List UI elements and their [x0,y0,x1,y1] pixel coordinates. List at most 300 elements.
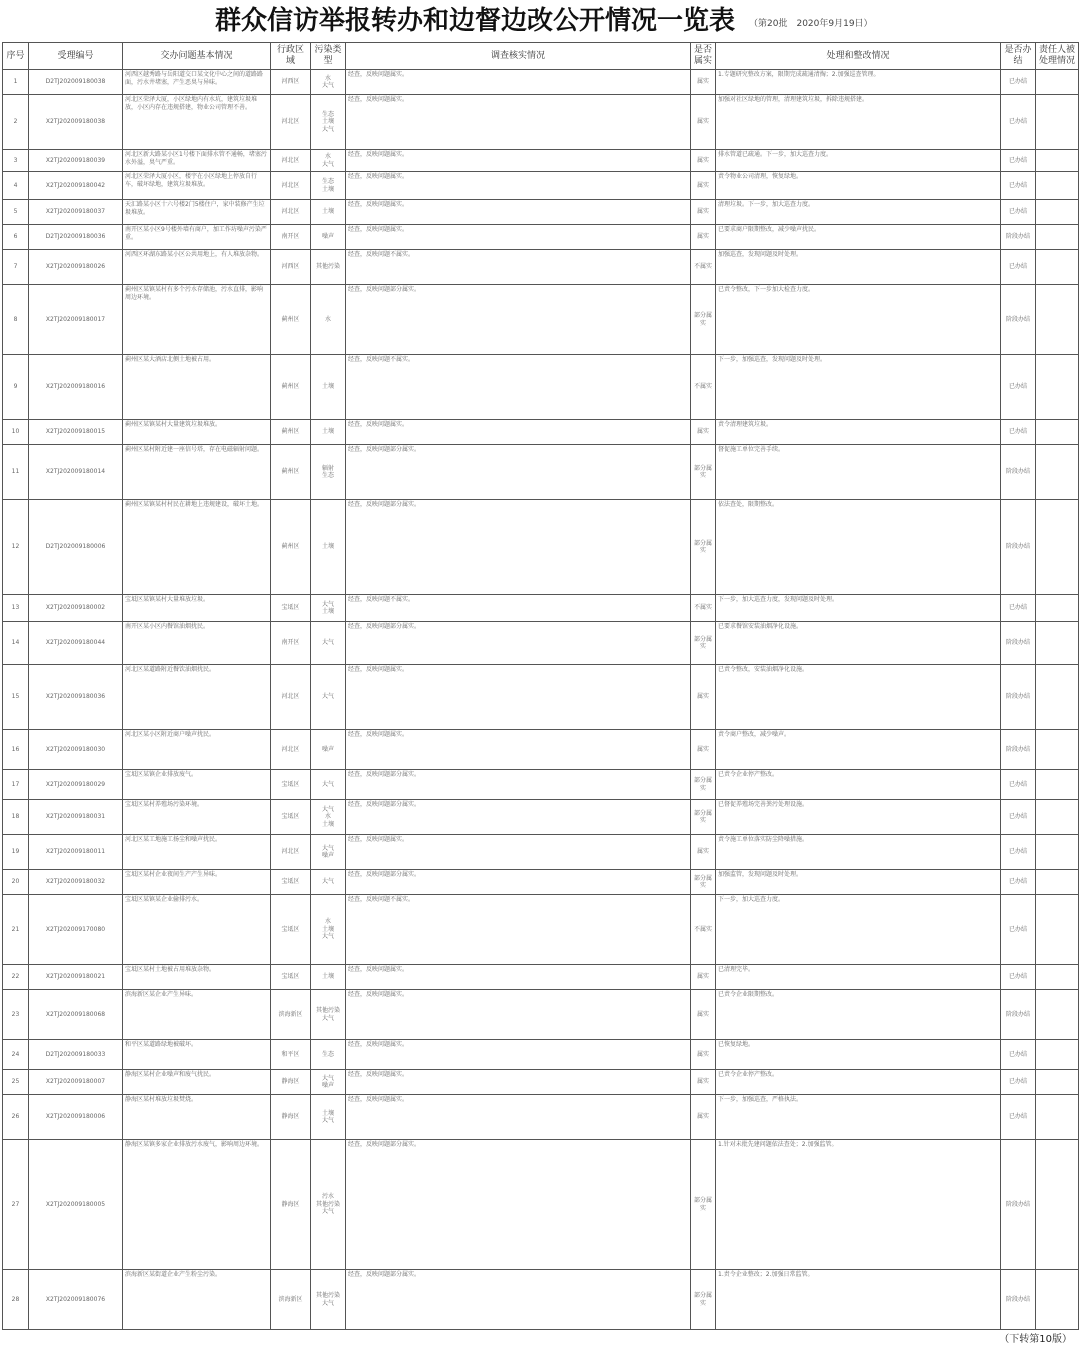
issue-description: 滨海新区某企业产生异味。 [123,990,271,1040]
row-number: 16 [3,730,29,770]
handling-measures: 已清理完毕。 [716,965,1001,990]
pollution-type: 土壤 [311,355,346,420]
district: 南开区 [271,622,311,665]
issue-description: 静海区某镇多家企业排放污水废气，影响周边环境。 [123,1140,271,1270]
investigation-result: 经查，反映问题部分属实。 [346,500,691,595]
completion-status: 已办结 [1001,1070,1036,1095]
district: 静海区 [271,1070,311,1095]
column-header: 是否属实 [691,43,716,70]
petition-table [2,42,1079,1330]
pollution-type: 大气 水 土壤 [311,800,346,835]
accountability [1036,500,1079,595]
handling-measures: 已要求餐馆安装油烟净化设施。 [716,622,1001,665]
verified-status: 属实 [691,965,716,990]
verified-status: 部分属实 [691,770,716,800]
issue-description: 河西区环湖东路某小区公共用地上，有人堆放杂物。 [123,250,271,285]
investigation-result: 经查，反映问题不属实。 [346,355,691,420]
row-number: 2 [3,95,29,150]
receipt-code: X2TJ202009180026 [29,250,123,285]
verified-status: 属实 [691,150,716,172]
issue-description: 和平区某道路绿地被破坏。 [123,1040,271,1070]
issue-description: 宝坻区某镇企业排放废气。 [123,770,271,800]
issue-description: 滨海新区某街道企业产生粉尘污染。 [123,1270,271,1330]
handling-measures: 已恢复绿地。 [716,1040,1001,1070]
pollution-type: 噪声 [311,730,346,770]
investigation-result: 经查，反映问题属实。 [346,95,691,150]
issue-description: 宝坻区某镇某村大量堆放垃圾。 [123,595,271,622]
column-header: 调查核实情况 [346,43,691,70]
receipt-code: X2TJ202009180068 [29,990,123,1040]
column-header: 是否办结 [1001,43,1036,70]
receipt-code: X2TJ202009180044 [29,622,123,665]
completion-status: 已办结 [1001,355,1036,420]
completion-status: 已办结 [1001,420,1036,445]
issue-description: 宝坻区某村土地被占用堆放杂物。 [123,965,271,990]
table-row [3,730,1079,770]
table-row [3,1270,1079,1330]
accountability [1036,770,1079,800]
verified-status: 不属实 [691,355,716,420]
receipt-code: X2TJ202009180017 [29,285,123,355]
issue-description: 南开区某小区9号楼外墙有商户，加工作坊噪声污染严重。 [123,225,271,250]
district: 河北区 [271,172,311,200]
district: 河北区 [271,835,311,870]
completion-status: 已办结 [1001,150,1036,172]
column-header: 受理编号 [29,43,123,70]
receipt-code: X2TJ202009180005 [29,1140,123,1270]
accountability [1036,870,1079,895]
pollution-type: 大气 噪声 [311,1070,346,1095]
accountability [1036,1270,1079,1330]
investigation-result: 经查，反映问题属实。 [346,1095,691,1140]
accountability [1036,895,1079,965]
issue-description: 蓟州区某镇某村大量建筑垃圾堆放。 [123,420,271,445]
verified-status: 部分属实 [691,1140,716,1270]
row-number: 5 [3,200,29,225]
verified-status: 属实 [691,1040,716,1070]
issue-description: 河北区某小区附近商户噪声扰民。 [123,730,271,770]
accountability [1036,990,1079,1040]
accountability [1036,95,1079,150]
issue-description: 河北区荣泽大厦小区，楼宇在小区绿地上停放自行车，破坏绿地，建筑垃圾堆放。 [123,172,271,200]
completion-status: 已办结 [1001,835,1036,870]
verified-status: 属实 [691,730,716,770]
table-row [3,622,1079,665]
handling-measures: 下一步，加大巡查力度，发现问题及时处理。 [716,595,1001,622]
accountability [1036,445,1079,500]
handling-measures: 加强巡查，发现问题及时处理。 [716,250,1001,285]
table-row [3,1095,1079,1140]
table-row [3,70,1079,95]
completion-status: 阶段办结 [1001,990,1036,1040]
pollution-type: 水 土壤 大气 [311,895,346,965]
accountability [1036,150,1079,172]
pollution-type: 大气 [311,770,346,800]
issue-description: 蓟州区某镇某村村民在耕地上违规建设，破坏土地。 [123,500,271,595]
table-row [3,172,1079,200]
accountability [1036,200,1079,225]
row-number: 20 [3,870,29,895]
pollution-type: 大气 土壤 [311,595,346,622]
receipt-code: D2TJ202009180038 [29,70,123,95]
issue-description: 宝坻区某镇某企业偷排污水。 [123,895,271,965]
pollution-type: 大气 [311,870,346,895]
receipt-code: X2TJ202009170080 [29,895,123,965]
receipt-code: D2TJ202009180006 [29,500,123,595]
pollution-type: 土壤 [311,500,346,595]
accountability [1036,665,1079,730]
table-row [3,870,1079,895]
investigation-result: 经查，反映问题不属实。 [346,595,691,622]
accountability [1036,1070,1079,1095]
completion-status: 已办结 [1001,1040,1036,1070]
row-number: 27 [3,1140,29,1270]
receipt-code: X2TJ202009180007 [29,1070,123,1095]
district: 蓟州区 [271,285,311,355]
pollution-type: 污水 其他污染 大气 [311,1140,346,1270]
handling-measures: 已要求商户限期整改，减少噪声扰民。 [716,225,1001,250]
pollution-type: 大气 [311,665,346,730]
receipt-code: X2TJ202009180037 [29,200,123,225]
receipt-code: X2TJ202009180076 [29,1270,123,1330]
pollution-type: 大气 [311,622,346,665]
issue-description: 河北区荣泽大厦，小区绿地内有水坑，建筑垃圾堆放，小区内存在违规搭建，物业公司管理不善。 [123,95,271,150]
accountability [1036,70,1079,95]
investigation-result: 经查，反映问题属实。 [346,70,691,95]
completion-status: 阶段办结 [1001,665,1036,730]
pollution-type: 生态 土壤 大气 [311,95,346,150]
completion-status: 已办结 [1001,95,1036,150]
investigation-result: 经查，反映问题部分属实。 [346,1140,691,1270]
table-row [3,990,1079,1040]
investigation-result: 经查，反映问题属实。 [346,172,691,200]
completion-status: 已办结 [1001,595,1036,622]
row-number: 10 [3,420,29,445]
completion-status: 已办结 [1001,250,1036,285]
issue-description: 静海区某村企业噪声和废气扰民。 [123,1070,271,1095]
district: 滨海新区 [271,1270,311,1330]
verified-status: 部分属实 [691,622,716,665]
handling-measures: 责令施工单位落实防尘降噪措施。 [716,835,1001,870]
handling-measures: 1.专题研究整改方案，限期完成疏通清掏；2.加强巡查管理。 [716,70,1001,95]
handling-measures: 督促施工单位完善手续。 [716,445,1001,500]
investigation-result: 经查，反映问题部分属实。 [346,285,691,355]
receipt-code: X2TJ202009180002 [29,595,123,622]
completion-status: 阶段办结 [1001,730,1036,770]
receipt-code: X2TJ202009180042 [29,172,123,200]
receipt-code: X2TJ202009180015 [29,420,123,445]
receipt-code: X2TJ202009180029 [29,770,123,800]
table-row [3,95,1079,150]
verified-status: 属实 [691,835,716,870]
verified-status: 属实 [691,420,716,445]
receipt-code: X2TJ202009180030 [29,730,123,770]
pollution-type: 水 [311,285,346,355]
investigation-result: 经查，反映问题属实。 [346,965,691,990]
completion-status: 已办结 [1001,770,1036,800]
accountability [1036,285,1079,355]
verified-status: 属实 [691,990,716,1040]
pollution-type: 土壤 [311,200,346,225]
receipt-code: X2TJ202009180011 [29,835,123,870]
accountability [1036,420,1079,445]
row-number: 15 [3,665,29,730]
issue-description: 蓟州区某大酒店北侧土地被占用。 [123,355,271,420]
pollution-type: 大气 噪声 [311,835,346,870]
verified-status: 属实 [691,665,716,730]
verified-status: 不属实 [691,250,716,285]
issue-description: 天汇路某小区十六号楼2门5楼住户，家中装修产生垃圾堆放。 [123,200,271,225]
handling-measures: 责令清理建筑垃圾。 [716,420,1001,445]
table-row [3,500,1079,595]
pollution-type: 水 大气 [311,150,346,172]
issue-description: 宝坻区某村企业夜间生产产生异味。 [123,870,271,895]
completion-status: 阶段办结 [1001,1140,1036,1270]
handling-measures: 已责令企业停产整改。 [716,770,1001,800]
table-row [3,250,1079,285]
column-header: 交办问题基本情况 [123,43,271,70]
row-number: 25 [3,1070,29,1095]
completion-status: 已办结 [1001,895,1036,965]
district: 河西区 [271,70,311,95]
district: 宝坻区 [271,595,311,622]
handling-measures: 已督促养殖场完善粪污处理设施。 [716,800,1001,835]
verified-status: 属实 [691,95,716,150]
table-row [3,285,1079,355]
pollution-type: 其他污染 [311,250,346,285]
issue-description: 河北区新大路某小区1号楼下面排水管不通畅，堵塞污水外溢，臭气严重。 [123,150,271,172]
completion-status: 已办结 [1001,172,1036,200]
receipt-code: X2TJ202009180014 [29,445,123,500]
row-number: 18 [3,800,29,835]
investigation-result: 经查，反映问题属实。 [346,665,691,730]
handling-measures: 加强监管，发现问题及时处理。 [716,870,1001,895]
district: 蓟州区 [271,420,311,445]
pollution-type: 辐射 生态 [311,445,346,500]
handling-measures: 下一步，加强巡查，严格执法。 [716,1095,1001,1140]
row-number: 13 [3,595,29,622]
completion-status: 已办结 [1001,800,1036,835]
issue-description: 河北区某道路附近餐饮油烟扰民。 [123,665,271,730]
pollution-type: 土壤 大气 [311,1095,346,1140]
district: 滨海新区 [271,990,311,1040]
district: 和平区 [271,1040,311,1070]
column-header: 处理和整改情况 [716,43,1001,70]
handling-measures: 下一步，加大巡查力度。 [716,895,1001,965]
verified-status: 部分属实 [691,870,716,895]
accountability [1036,250,1079,285]
completion-status: 阶段办结 [1001,500,1036,595]
pollution-type: 生态 土壤 [311,172,346,200]
row-number: 3 [3,150,29,172]
investigation-result: 经查，反映问题部分属实。 [346,622,691,665]
investigation-result: 经查，反映问题部分属实。 [346,800,691,835]
district: 静海区 [271,1140,311,1270]
handling-measures: 责令商户整改，减少噪声。 [716,730,1001,770]
table-row [3,150,1079,172]
completion-status: 阶段办结 [1001,225,1036,250]
district: 宝坻区 [271,965,311,990]
investigation-result: 经查，反映问题不属实。 [346,250,691,285]
accountability [1036,355,1079,420]
row-number: 6 [3,225,29,250]
continued-note: （下转第10版） [999,1334,1072,1345]
pollution-type: 生态 [311,1040,346,1070]
table-row [3,1070,1079,1095]
receipt-code: X2TJ202009180016 [29,355,123,420]
row-number: 12 [3,500,29,595]
verified-status: 属实 [691,200,716,225]
investigation-result: 经查，反映问题属实。 [346,1070,691,1095]
row-number: 17 [3,770,29,800]
row-number: 24 [3,1040,29,1070]
handling-measures: 下一步，加强巡查，发现问题及时处理。 [716,355,1001,420]
verified-status: 部分属实 [691,500,716,595]
receipt-code: X2TJ202009180031 [29,800,123,835]
district: 蓟州区 [271,355,311,420]
receipt-code: D2TJ202009180036 [29,225,123,250]
table-row [3,1040,1079,1070]
investigation-result: 经查，反映问题属实。 [346,200,691,225]
investigation-result: 经查，反映问题属实。 [346,420,691,445]
receipt-code: X2TJ202009180006 [29,1095,123,1140]
row-number: 23 [3,990,29,1040]
accountability [1036,622,1079,665]
table-row [3,225,1079,250]
completion-status: 已办结 [1001,1095,1036,1140]
district: 宝坻区 [271,770,311,800]
district: 宝坻区 [271,895,311,965]
completion-status: 阶段办结 [1001,445,1036,500]
issue-description: 河北区某工地施工扬尘和噪声扰民。 [123,835,271,870]
accountability [1036,965,1079,990]
table-row [3,200,1079,225]
issue-description: 蓟州区某村附近建一座信号塔，存在电磁辐射问题。 [123,445,271,500]
handling-measures: 加强对社区绿地的管理，清理建筑垃圾，拆除违规搭建。 [716,95,1001,150]
table-row [3,1140,1079,1270]
issue-description: 蓟州区某镇某村有多个污水存储池，污水直排，影响周边环境。 [123,285,271,355]
verified-status: 部分属实 [691,800,716,835]
verified-status: 部分属实 [691,1270,716,1330]
column-header: 行政区域 [271,43,311,70]
receipt-code: X2TJ202009180039 [29,150,123,172]
handling-measures: 1.针对未批先建问题依法查处；2.加强监管。 [716,1140,1001,1270]
district: 河西区 [271,250,311,285]
district: 河北区 [271,730,311,770]
investigation-result: 经查，反映问题部分属实。 [346,770,691,800]
pollution-type: 噪声 [311,225,346,250]
verified-status: 部分属实 [691,445,716,500]
district: 河北区 [271,665,311,730]
accountability [1036,835,1079,870]
table-row [3,835,1079,870]
pollution-type: 其他污染 大气 [311,990,346,1040]
accountability [1036,225,1079,250]
investigation-result: 经查，反映问题不属实。 [346,895,691,965]
issue-description: 宝坻区某村养殖场污染环境。 [123,800,271,835]
row-number: 28 [3,1270,29,1330]
accountability [1036,1040,1079,1070]
row-number: 1 [3,70,29,95]
district: 南开区 [271,225,311,250]
receipt-code: X2TJ202009180032 [29,870,123,895]
column-header: 序号 [3,43,29,70]
handling-measures: 已责令企业限期整改。 [716,990,1001,1040]
investigation-result: 经查，反映问题属实。 [346,1040,691,1070]
receipt-code: X2TJ202009180021 [29,965,123,990]
table-row [3,665,1079,730]
investigation-result: 经查，反映问题属实。 [346,990,691,1040]
investigation-result: 经查，反映问题属实。 [346,225,691,250]
row-number: 9 [3,355,29,420]
row-number: 11 [3,445,29,500]
row-number: 7 [3,250,29,285]
district: 蓟州区 [271,500,311,595]
accountability [1036,172,1079,200]
table-row [3,595,1079,622]
table-row [3,355,1079,420]
completion-status: 已办结 [1001,70,1036,95]
handling-measures: 已责令企业停产整改。 [716,1070,1001,1095]
table-row [3,445,1079,500]
table-row [3,770,1079,800]
completion-status: 已办结 [1001,870,1036,895]
verified-status: 部分属实 [691,285,716,355]
page-title: 群众信访举报转办和边督边改公开情况一览表 [215,6,736,36]
column-header: 污染类型 [311,43,346,70]
verified-status: 属实 [691,225,716,250]
completion-status: 已办结 [1001,200,1036,225]
row-number: 19 [3,835,29,870]
district: 河北区 [271,95,311,150]
row-number: 21 [3,895,29,965]
table-row [3,895,1079,965]
table-row [3,965,1079,990]
completion-status: 已办结 [1001,965,1036,990]
handling-measures: 1.责令企业整改；2.加强日常监管。 [716,1270,1001,1330]
district: 河北区 [271,200,311,225]
completion-status: 阶段办结 [1001,285,1036,355]
receipt-code: X2TJ202009180038 [29,95,123,150]
page-header [0,0,1080,36]
accountability [1036,800,1079,835]
handling-measures: 依法查处，限期整改。 [716,500,1001,595]
receipt-code: D2TJ202009180033 [29,1040,123,1070]
pollution-type: 水 大气 [311,70,346,95]
verified-status: 属实 [691,70,716,95]
investigation-result: 经查，反映问题部分属实。 [346,1270,691,1330]
district: 静海区 [271,1095,311,1140]
accountability [1036,730,1079,770]
table-row [3,800,1079,835]
row-number: 22 [3,965,29,990]
column-header: 责任人被处理情况 [1036,43,1079,70]
table-header [3,43,1079,70]
row-number: 26 [3,1095,29,1140]
investigation-result: 经查，反映问题属实。 [346,835,691,870]
verified-status: 属实 [691,1095,716,1140]
accountability [1036,595,1079,622]
pollution-type: 土壤 [311,965,346,990]
verified-status: 不属实 [691,595,716,622]
pollution-type: 其他污染 大气 [311,1270,346,1330]
batch-date: （第20批 2020年9月19日） [749,19,873,29]
accountability [1036,1095,1079,1140]
completion-status: 阶段办结 [1001,622,1036,665]
table-row [3,420,1079,445]
pollution-type: 土壤 [311,420,346,445]
issue-description: 南开区某小区内餐馆油烟扰民。 [123,622,271,665]
